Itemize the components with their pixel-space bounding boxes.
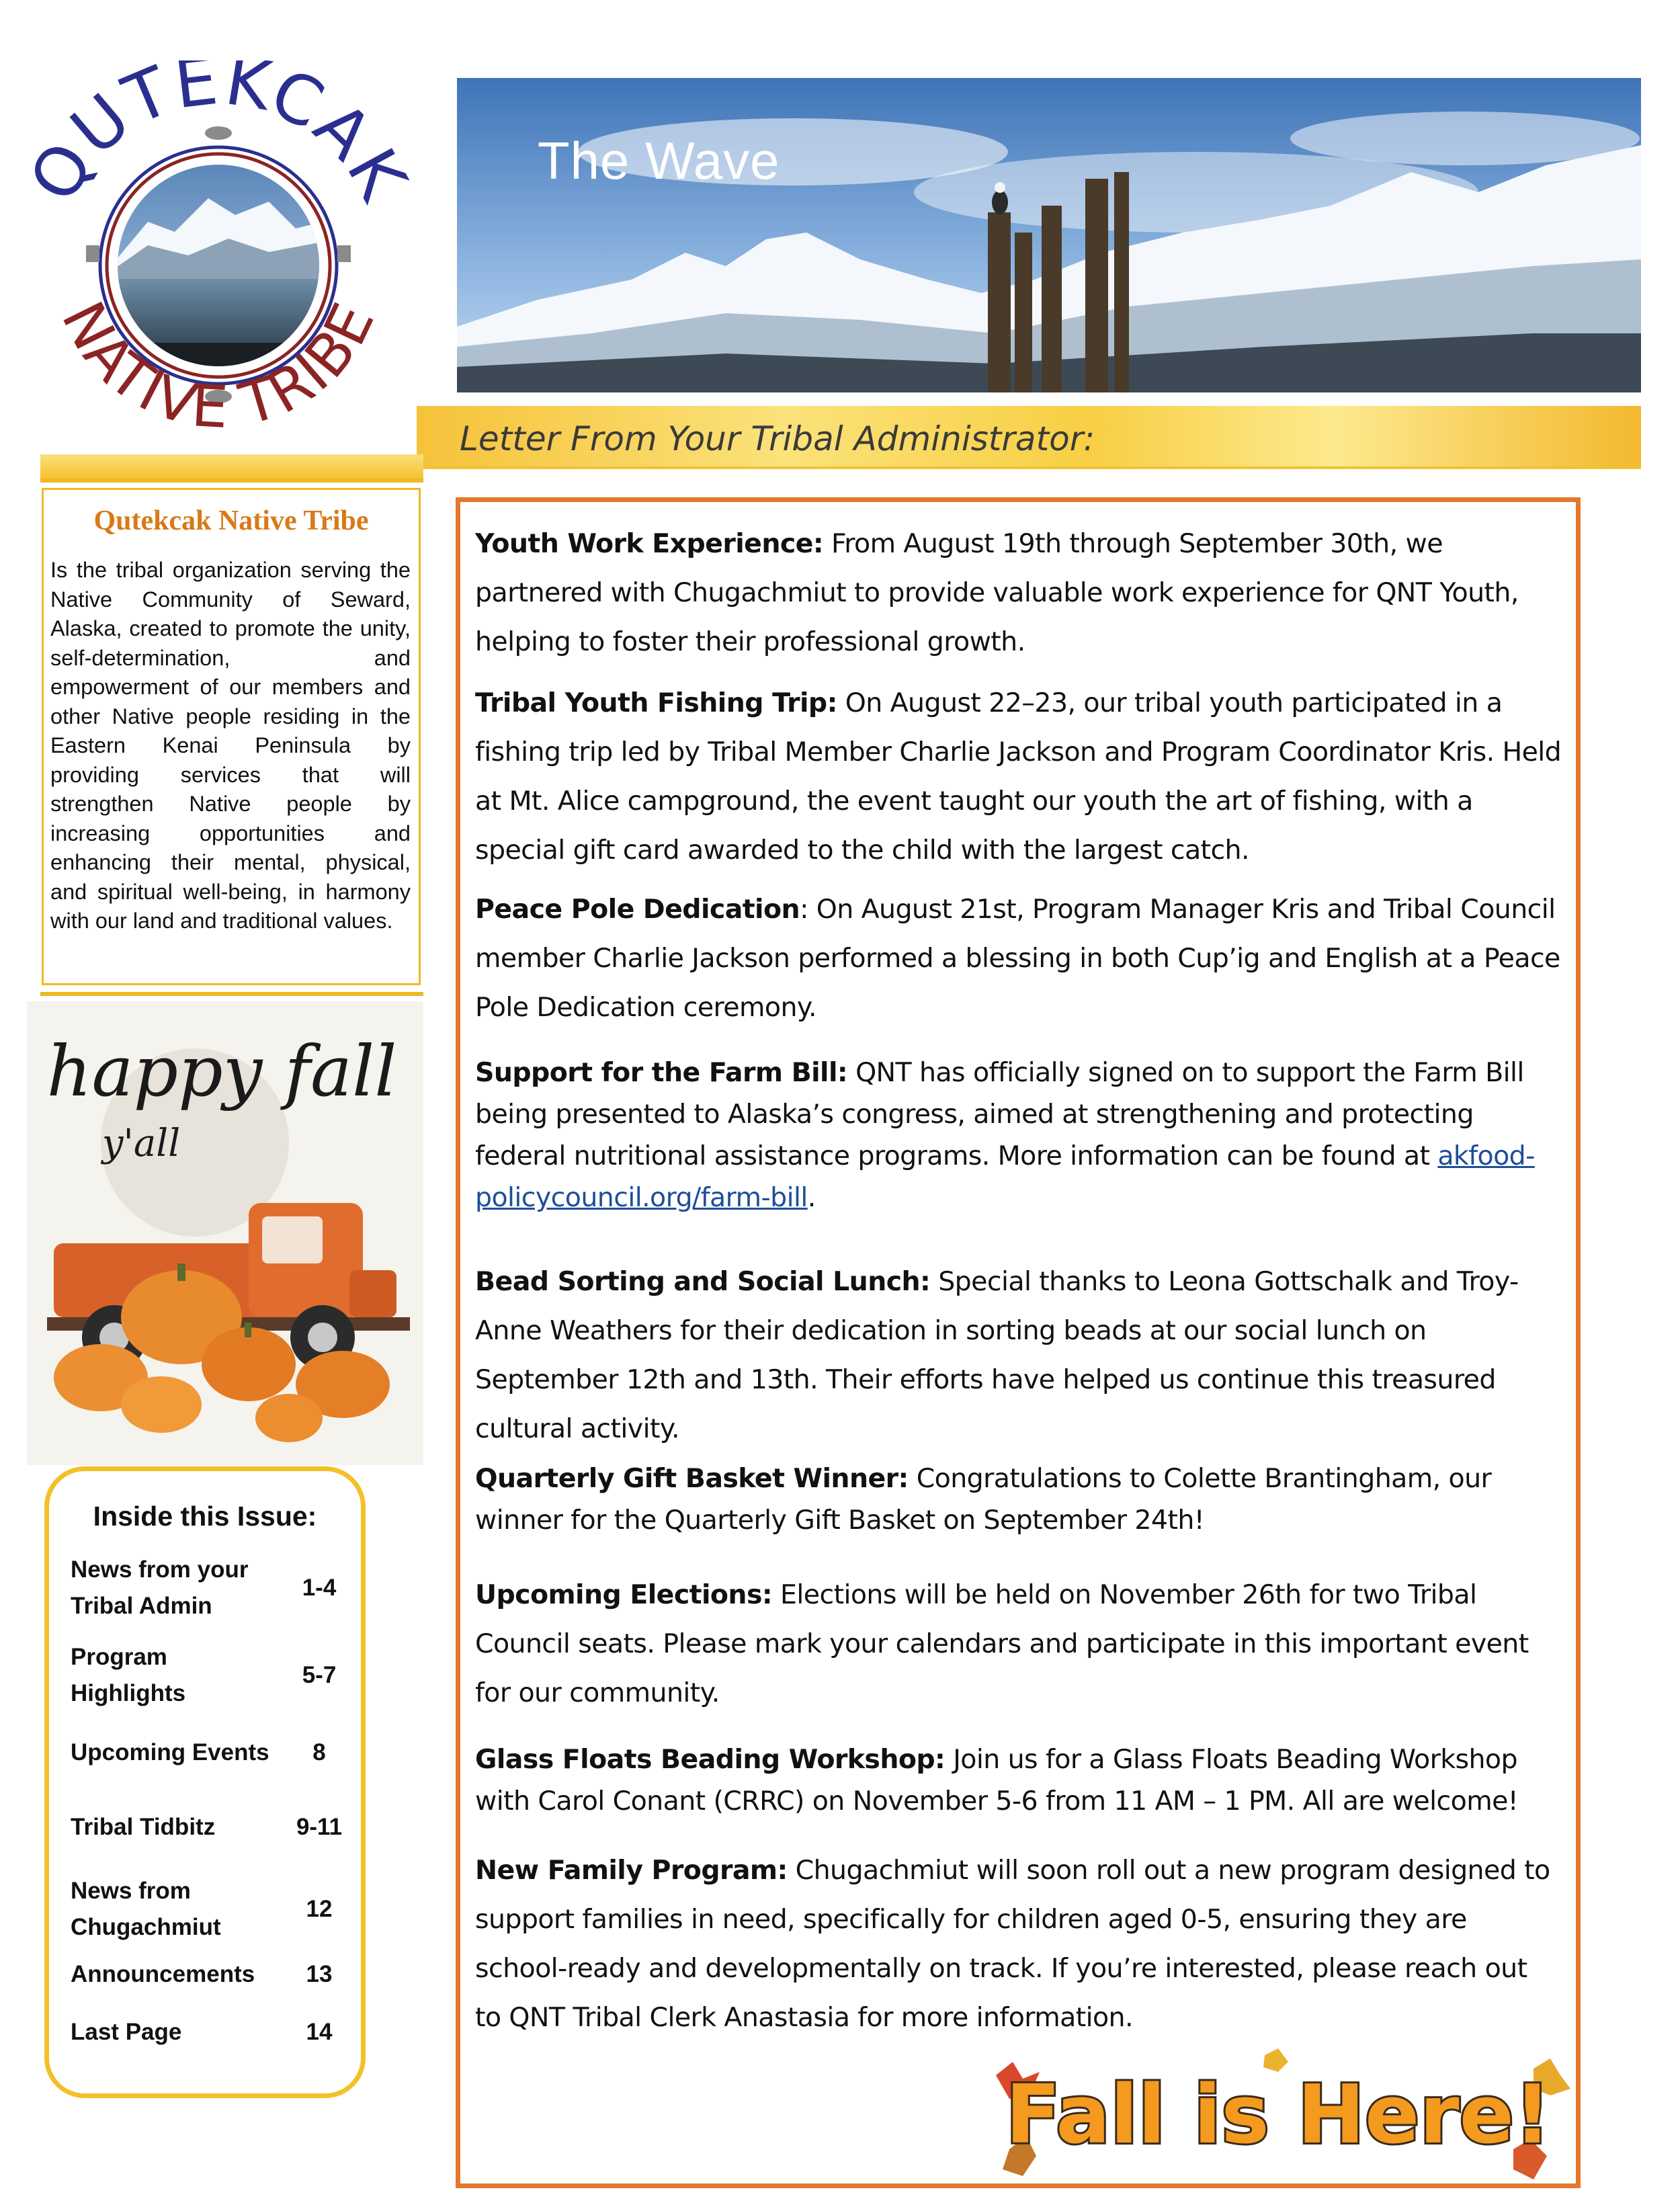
toc-title: Inside this Issue:: [93, 1501, 317, 1532]
svg-text:Fall is Here!: Fall is Here!: [1005, 2069, 1551, 2162]
logo-top-text: QUTEKCAK: [13, 60, 423, 215]
article-beading-workshop: [475, 1739, 1564, 1822]
article-farm-bill: [475, 1052, 1564, 1218]
happy-fall-text: happy fall: [46, 1030, 397, 1112]
article-body: Elections will be held on November 26th for two Tribal Council seats. Please mark your calendars and participate in this important event for our community.: [475, 1579, 1529, 1708]
article-elections: [475, 1571, 1564, 1718]
article-body: Chugachmiut will soon roll out a new program designed to support families in need, specifically for children aged 0-5, ensuring they are school-ready and developmentally on track. If you’re interested, please reach out to QNT Tribal Clerk Anastasia for more information.: [475, 1855, 1550, 2033]
about-title: Qutekcak Native Tribe: [93, 505, 369, 536]
toc-item-label: Program Highlights: [71, 1644, 186, 1706]
article-body: : On August 21st, Program Manager Kris and Tribal Council member Charlie Jackson performed a blessing in both Cup’ig and English at a Peace Pole Dedication ceremony.: [475, 894, 1560, 1023]
toc-item-page: 12: [306, 1896, 333, 1922]
article-heading: New Family Program:: [475, 1855, 788, 1886]
left-decorative-rule: [40, 454, 423, 483]
left-divider: [40, 992, 423, 996]
article-heading: Bead Sorting and Social Lunch:: [475, 1266, 931, 1297]
eagle-icon: [992, 190, 1008, 214]
article-youth-work: [475, 519, 1564, 667]
tribe-logo: [13, 60, 423, 464]
about-text: Is the tribal organization serving the Native Community of Seward, Alaska, created to promote the unity, self-determination, and empowerment of our members and other Native people residing in the Eastern Kenai Peninsula by providing services that will strengthen Native people by increasing opportunities and enhancing their mental, physical, and spiritual well-being, in harmony with our land and traditional values.: [50, 558, 411, 933]
toc-item-label: News from Chugachmiut: [71, 1878, 221, 1940]
article-heading: Upcoming Elections:: [475, 1579, 773, 1610]
toc-item-label: News from your Tribal Admin: [71, 1556, 249, 1619]
toc-item-page: 1-4: [302, 1575, 337, 1601]
article-heading: Tribal Youth Fishing Trip:: [475, 688, 837, 718]
article-heading: Youth Work Experience:: [475, 528, 824, 559]
article-heading: Peace Pole Dedication: [475, 894, 800, 925]
toc-item-label: Announcements: [71, 1961, 255, 1987]
happy-fall-image: [27, 1001, 423, 1465]
about-box: [42, 488, 421, 985]
article-heading: Glass Floats Beading Workshop:: [475, 1744, 946, 1775]
article-body: On August 22–23, our tribal youth participated in a fishing trip led by Tribal Member Charlie Jackson and Program Coordinator Kris. Held at Mt. Alice campground, the event taught our youth the art of fishing, with a special gift card awarded to the child with the largest catch.: [475, 688, 1562, 866]
farm-bill-link[interactable]: akfood-policycouncil.org/farm-bill: [475, 1140, 1535, 1213]
yall-text: y'all: [101, 1122, 181, 1165]
toc-item-page: 13: [306, 1961, 333, 1987]
toc-item-page: 9-11: [296, 1814, 343, 1840]
article-body: Join us for a Glass Floats Beading Workshop with Carol Conant (CRRC) on November 5-6 from 11 AM – 1 PM. All are welcome!: [475, 1744, 1519, 1817]
toc-item-label: Last Page: [71, 2019, 182, 2045]
fall-is-here-graphic: [982, 2048, 1574, 2190]
newsletter-title: The Wave: [538, 131, 780, 190]
article-body: Congratulations to Colette Brantingham, our winner for the Quarterly Gift Basket on September 24th!: [475, 1463, 1492, 1536]
article-tail: .: [807, 1182, 816, 1213]
article-peace-pole: [475, 885, 1564, 1032]
letter-header-bar: [417, 406, 1641, 469]
article-body: QNT has officially signed on to support the Farm Bill being presented to Alaska’s congress, aimed at strengthening and protecting federal nutritional assistance programs. More information can be found at: [475, 1057, 1524, 1171]
article-fishing-trip: [475, 679, 1564, 875]
article-bead-sorting: [475, 1257, 1564, 1454]
toc-item-label: Upcoming Events: [71, 1739, 269, 1765]
letter-content-box: [456, 497, 1581, 2188]
toc-item-label: Tribal Tidbitz: [71, 1814, 216, 1840]
article-family-program: [475, 1846, 1550, 2042]
inside-this-issue-box: [44, 1466, 366, 2098]
article-body: Special thanks to Leona Gottschalk and Troy-Anne Weathers for their dedication in sorting beads at our social lunch on September 12th and 13th. Their efforts have helped us continue this treasured cultural activity.: [475, 1266, 1519, 1444]
toc-item-page: 14: [306, 2019, 333, 2045]
article-heading: Quarterly Gift Basket Winner:: [475, 1463, 909, 1494]
logo-bottom-text: NATIVE TRIBE: [48, 292, 388, 442]
header-banner: [457, 78, 1641, 392]
toc-item-page: 5-7: [302, 1662, 337, 1688]
article-body: From August 19th through September 30th, we partnered with Chugachmiut to provide valuable work experience for QNT Youth, helping to foster their professional growth.: [475, 528, 1519, 657]
toc-item-page: 8: [312, 1739, 326, 1765]
letter-header-title: Letter From Your Tribal Administrator:: [460, 419, 1095, 458]
article-heading: Support for the Farm Bill:: [475, 1057, 848, 1088]
article-gift-basket: [475, 1458, 1564, 1541]
